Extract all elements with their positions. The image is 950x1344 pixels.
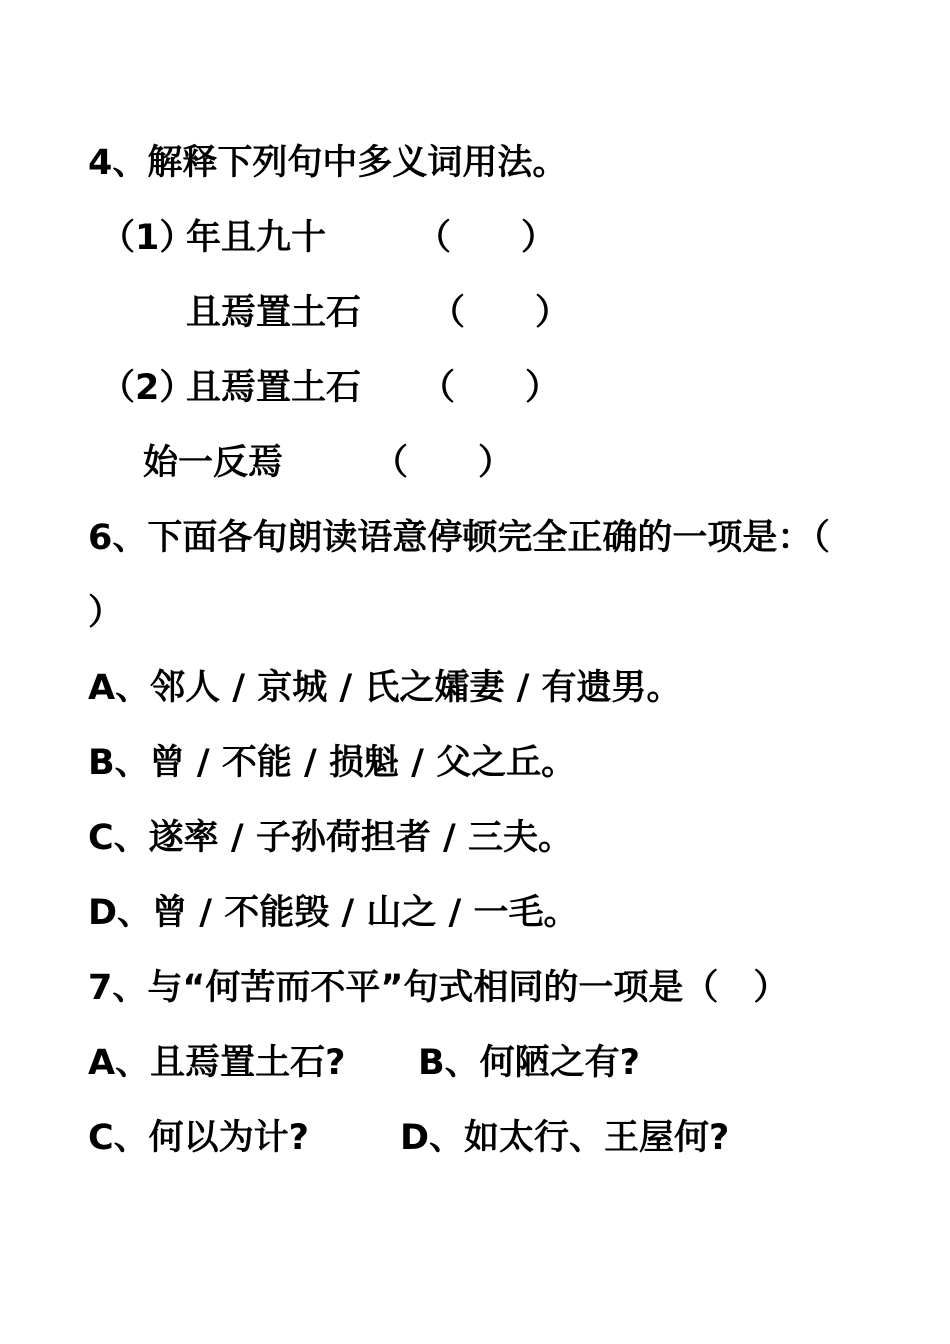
q4-item2-sentence-a: 且焉置土石 (186, 368, 362, 408)
q4-item2-answer-blank-b[interactable]: （ ） (373, 443, 514, 483)
q6-title: 6、下面各旬朗读语意停顿完全正确的一项是：（ (88, 518, 830, 558)
q7-option-d[interactable]: D、如太行、王屋何? (400, 1118, 730, 1158)
q6-option-a[interactable]: A、邻人 / 京城 / 氏之孀妻 / 有遗男。 (88, 668, 682, 708)
q6-title-close-paren[interactable]: ） (88, 593, 124, 633)
q4-item1-line-b (186, 291, 626, 335)
q7-options-row-2 (88, 1116, 848, 1160)
q4-item2-answer-blank-a[interactable]: （ ） (420, 368, 561, 408)
q4-item1-line-a (100, 216, 620, 260)
q4-item2-number: （2） (100, 368, 195, 408)
q4-item2-sentence-b: 始一反焉 (143, 443, 284, 483)
q7-options-row-1 (88, 1041, 788, 1085)
q4-item1-number: （1） (100, 218, 195, 258)
q4-item1-answer-blank-a[interactable]: （ ） (416, 218, 557, 258)
q4-item2-line-b (143, 441, 563, 485)
q6-option-d[interactable]: D、曾 / 不能毁 / 山之 / 一毛。 (88, 893, 579, 933)
q7-title: 7、与“何苦而不平”句式相同的一项是（ ） (88, 968, 789, 1008)
q4-item1-answer-blank-b[interactable]: （ ） (430, 293, 571, 333)
q4-title: 4、解释下列句中多义词用法。 (88, 143, 568, 183)
q4-item2-line-a (100, 366, 620, 410)
q7-option-a[interactable]: A、且焉置土石? (88, 1043, 346, 1083)
q4-item1-sentence-a: 年且九十 (186, 218, 327, 258)
q7-option-b[interactable]: B、何陋之有? (418, 1043, 640, 1083)
q4-item1-sentence-b: 且焉置土石 (186, 293, 362, 333)
q7-option-c[interactable]: C、何以为计? (88, 1118, 309, 1158)
q6-option-b[interactable]: B、曾 / 不能 / 损魁 / 父之丘。 (88, 743, 577, 783)
q6-option-c[interactable]: C、遂率 / 子孙荷担者 / 三夫。 (88, 818, 573, 858)
